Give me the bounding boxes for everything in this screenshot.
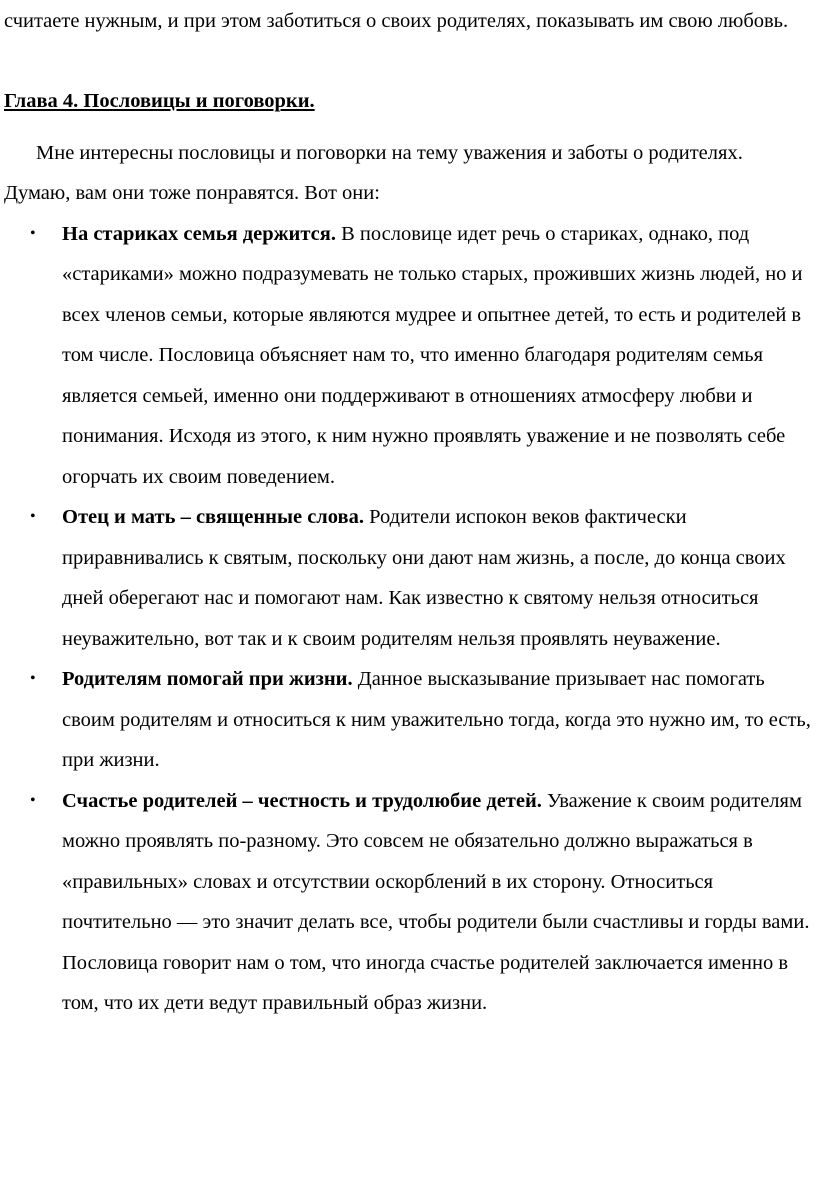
proverb-text: Уважение к своим родителям можно проявлять по-разному. Это совсем не обязательно должно выражаться в «правильных» словах и отсутствии оскорблений в их сторону. Относиться почтительно — это значит делать все, чтобы родители были счастливы и горды вами. Пословица говорит нам о том, что иногда счастье родителей заключается именно в том, что их дети ведут правильный образ жизни. xyxy=(62,789,810,1014)
chapter-heading: Глава 4. Пословицы и поговорки. xyxy=(4,89,315,112)
proverb-item xyxy=(4,214,812,498)
proverb-item xyxy=(4,659,812,781)
bullet-icon: • xyxy=(30,508,36,525)
bullet-icon: • xyxy=(30,670,36,687)
lead-paragraph: Мне интересны пословицы и поговорки на тему уважения и заботы о родителях. Думаю, вам они тоже понравятся. Вот они: xyxy=(4,141,743,204)
proverb-list xyxy=(4,214,812,1024)
bullet-icon: • xyxy=(30,791,36,809)
proverb-item xyxy=(4,781,812,1024)
proverb-title: Отец и мать – священные слова. xyxy=(62,506,364,528)
bullet-icon: • xyxy=(30,224,36,242)
proverb-title: На стариках семья держится. xyxy=(62,222,336,245)
proverb-item xyxy=(4,497,812,659)
intro-paragraph: считаете нужным, и при этом заботиться о своих родителях, показывать им свою любовь. xyxy=(4,10,789,32)
proverb-title: Родителям помогай при жизни. xyxy=(62,668,353,690)
proverb-text: В пословице идет речь о стариках, однако, под «стариками» можно подразумевать не только старых, проживших жизнь людей, но и всех членов семьи, которые являются мудрее и опытнее детей, то есть и родителей в том числе. Пословица объясняет нам то, что именно благодаря родителям семья является семьей, именно они поддерживают в отношениях атмосферу любви и понимания. Исходя из этого, к ним нужно проявлять уважение и не позволять себе огорчать их своим поведением. xyxy=(62,222,803,488)
proverb-text: Данное высказывание призывает нас помогать своим родителям и относиться к ним уважительно тогда, когда это нужно им, то есть, при жизни. xyxy=(62,668,811,771)
proverb-title: Счастье родителей – честность и трудолюбие детей. xyxy=(62,789,542,812)
document-page xyxy=(4,0,812,1024)
proverb-text: Родители испокон веков фактически приравнивались к святым, поскольку они дают нам жизнь, а после, до конца своих дней оберегают нас и помогают нам. Как известно к святому нельзя относиться неуважительно, вот так и к своим родителям нельзя проявлять неуважение. xyxy=(62,506,786,650)
